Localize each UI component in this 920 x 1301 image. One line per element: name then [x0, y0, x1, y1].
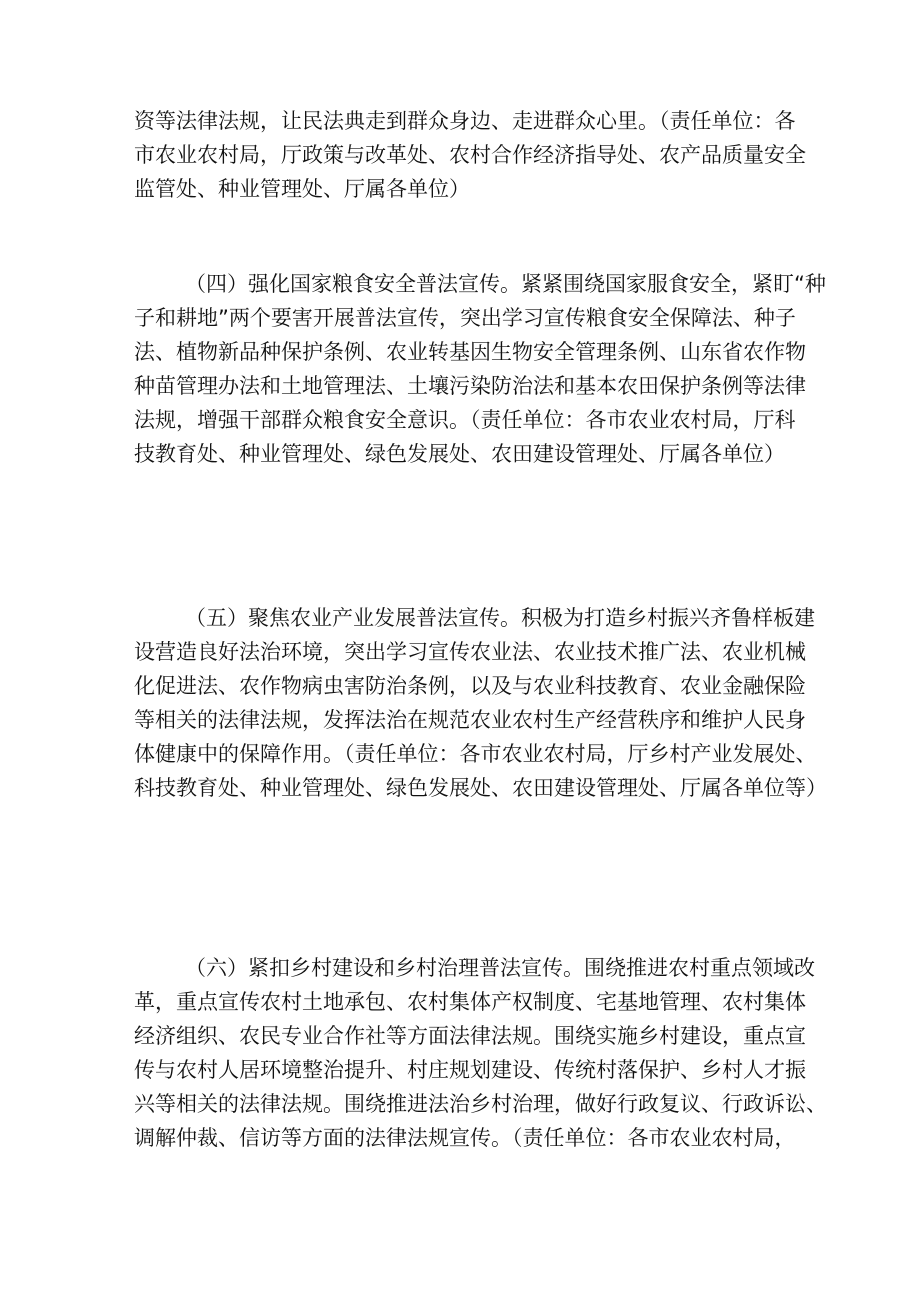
text-line: 子和耕地”两个要害开展普法宣传，突出学习宣传粮食安全保障法、种子	[134, 306, 796, 330]
text-line: 经济组织、农民专业合作社等方面法律法规。围绕实施乡村建设，重点宣	[134, 1024, 806, 1048]
text-line: 法规，增强干部群众粮食安全意识。（责任单位：各市农业农村局，厅科	[134, 408, 796, 432]
text-line: 革，重点宣传农村土地承包、农村集体产权制度、宅基地管理、农村集体	[134, 990, 806, 1014]
paragraph-intro-continuation	[134, 104, 806, 206]
text-line: 调解仲裁、信访等方面的法律法规宣传。（责任单位：各市农业农村局，	[134, 1126, 796, 1150]
text-line: 设营造良好法治环境，突出学习宣传农业法、农业技术推广法、农业机械	[134, 640, 806, 664]
text-line: 传与农村人居环境整治提升、村庄规划建设、传统村落保护、乡村人才振	[134, 1058, 806, 1082]
text-line: 技教育处、种业管理处、绿色发展处、农田建设管理处、厅属各单位）	[134, 442, 785, 466]
text-line: 等相关的法律法规，发挥法治在规范农业农村生产经营秩序和维护人民身	[134, 708, 806, 732]
text-line: 化促进法、农作物病虫害防治条例，以及与农业科技教育、农业金融保险	[134, 674, 806, 698]
paragraph-section-5	[134, 601, 827, 805]
text-line: 兴等相关的法律法规。围绕推进法治乡村治理，做好行政复议、行政诉讼、	[134, 1092, 827, 1116]
text-line: 市农业农村局，厅政策与改革处、农村合作经济指导处、农产品质量安全	[134, 143, 806, 167]
text-line: 法、植物新品种保护条例、农业转基因生物安全管理条例、山东省农作物	[134, 340, 806, 364]
text-line: （五）聚焦农业产业发展普法宣传。积极为打造乡村振兴齐鲁样板建	[185, 606, 815, 630]
text-line: 科技教育处、种业管理处、绿色发展处、农田建设管理处、厅属各单位等）	[134, 776, 827, 800]
text-line: （六）紧扣乡村建设和乡村治理普法宣传。围绕推进农村重点领域改	[185, 956, 815, 980]
paragraph-section-6	[134, 951, 827, 1155]
text-line: 体健康中的保障作用。（责任单位：各市农业农村局，厅乡村产业发展处、	[134, 742, 817, 766]
text-line: 监管处、种业管理处、厅属各单位）	[134, 177, 470, 201]
text-line: （四）强化国家粮食安全普法宣传。紧紧围绕国家服食安全，紧盯“种	[185, 272, 826, 296]
text-line: 资等法律法规，让民法典走到群众身边、走进群众心里。（责任单位：各	[134, 109, 796, 133]
paragraph-section-4	[134, 267, 826, 471]
text-line: 种苗管理办法和土地管理法、土壤污染防治法和基本农田保护条例等法律	[134, 374, 806, 398]
